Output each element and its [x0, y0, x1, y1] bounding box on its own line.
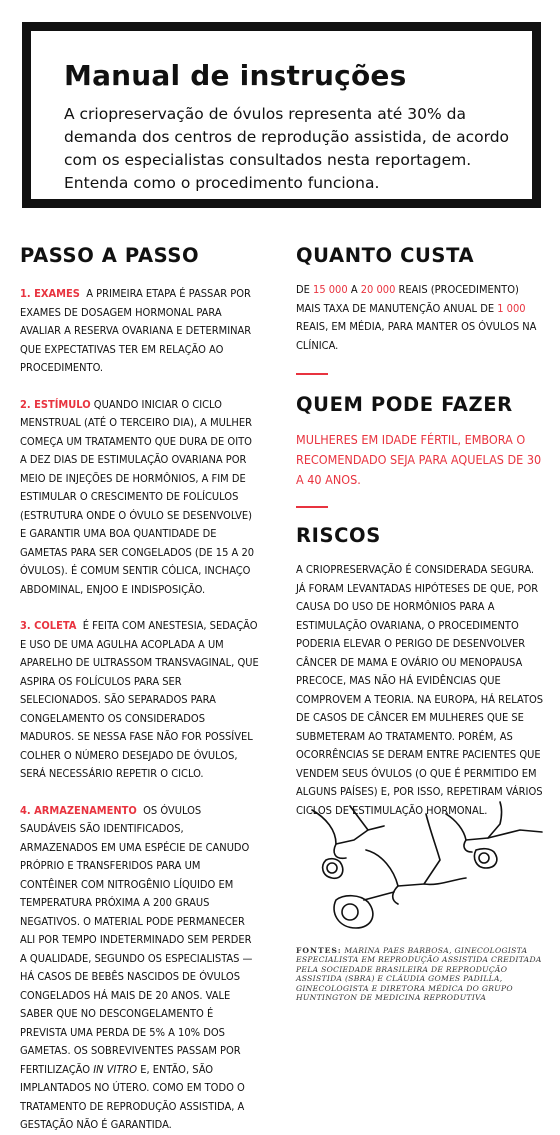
- sources-text: MARINA PAES BARBOSA, GINECOLOGISTA ESPECIALISTA EM REPRODUÇÃO ASSISTIDA CREDITADA PELA SOCIEDADE BRASILEIRA DE REPRODUÇÃO ASSISTIDA (SBRA) E CLÁUDIA GOMES PADILLA, GINECOLOGISTA E DIRETORA MÉDICA DO GRUPO HUNTINGTON DE MEDICINA REPRODUTIVA: [296, 946, 542, 1003]
- intro-box: [22, 22, 541, 208]
- custo-annual: 1 000: [497, 301, 526, 315]
- step-text: QUANDO INICIAR O CICLO MENSTRUAL (ATÉ O TERCEIRO DIA), A MULHER COMEÇA UM TRATAMENTO QUE DURA DE OITO A DEZ DIAS DE ESTIMULAÇÃO OVARIANA POR MEIO DE INJEÇÕES DE HORMÔNIOS, A FIM DE ESTIMULAR O CRESCIMENTO DE FOLÍCULOS (ESTRUTURA ONDE O ÓVULO SE DESENVOLVE) E GARANTIR UMA BOA QUANTIDADE DE GAMETAS PARA SER CONGELADOS (DE 15 A 20 ÓVULOS). É COMUM SENTIR CÓLICA, INCHAÇO ABDOMINAL, ENJOO E INDISPOSIÇÃO.: [20, 397, 255, 596]
- custo-de: DE: [296, 283, 310, 296]
- custo-max: 20 000: [360, 283, 396, 296]
- custo-heading: QUANTO CUSTA: [296, 244, 475, 267]
- step-coleta: [20, 617, 260, 784]
- info-column: [296, 244, 544, 820]
- passo-heading: PASSO A PASSO: [20, 244, 200, 267]
- step-exames: [20, 285, 260, 378]
- custo-rest1: REAIS (PROCEDIMENTO) MAIS TAXA DE MANUTENÇÃO ANUAL DE: [296, 283, 519, 315]
- step-label: 1. EXAMES: [20, 287, 80, 300]
- intro-text: A criopreservação de óvulos representa até 30% da demanda dos centros de reprodução assistida, de acordo com os especialistas consultados nesta reportagem. Entenda como o procedimento funciona.: [64, 105, 510, 192]
- riscos-heading: RISCOS: [296, 524, 381, 547]
- step-label: 2. ESTÍMULO: [20, 397, 91, 411]
- passo-a-passo-column: [20, 244, 260, 1135]
- step-text-italic: IN VITRO: [93, 1062, 138, 1076]
- step-label: 4. ARMAZENAMENTO: [20, 803, 137, 817]
- step-text: A PRIMEIRA ETAPA É PASSAR POR EXAMES DE DOSAGEM HORMONAL PARA AVALIAR A RESERVA OVARIANA E DETERMINAR QUE EXPECTATIVAS TER EM RELAÇÃO AO PROCEDIMENTO.: [20, 287, 252, 374]
- sources-label: FONTES:: [296, 946, 342, 955]
- quem-text: MULHERES EM IDADE FÉRTIL, EMBORA O RECOMENDADO SEJA PARA AQUELAS DE 30 A 40 ANOS.: [296, 432, 542, 487]
- quem-heading: QUEM PODE FAZER: [296, 393, 513, 416]
- custo-text: [296, 281, 544, 355]
- step-text: E, ENTÃO, SÃO IMPLANTADOS NO ÚTERO. COMO EM TODO O TRATAMENTO DE REPRODUÇÃO ASSISTIDA, A GESTAÇÃO NÃO É GARANTIDA.: [20, 1062, 245, 1131]
- step-armazenamento: [20, 802, 260, 1135]
- riscos-text: A CRIOPRESERVAÇÃO É CONSIDERADA SEGURA. JÁ FORAM LEVANTADAS HIPÓTESES DE QUE, POR CAUSA DO USO DE HORMÔNIOS PARA A ESTIMULAÇÃO OVARIANA, O PROCEDIMENTO PODERIA ELEVAR O PERIGO DE DESENVOLVER CÂNCER DE MAMA E OVÁRIO OU MENOPAUSA PRECOCE, MAS NÃO HÁ EVIDÊNCIAS QUE COMPROVEM A TEORIA. NA EUROPA, HÁ RELATOS DE CASOS DE CÂNCER EM MULHERES QUE SE SUBMETERAM AO TRATAMENTO. PORÉM, AS OCORRÊNCIAS SE DERAM ENTRE PACIENTES QUE VENDEM SEUS ÓVULOS (O QUE É PERMITIDO EM ALGUNS PAÍSES) E, POR ISSO, REPETIRAM VÁRIOS CICLOS DE ESTIMULAÇÃO HORMONAL.: [296, 563, 544, 817]
- step-text: OS ÓVULOS SAUDÁVEIS SÃO IDENTIFICADOS, ARMAZENADOS EM UMA ESPÉCIE DE CANUDO PRÓPRIO E TRANSFERIDOS PARA UM CONTÊINER COM NITROGÊNIO LÍQUIDO EM TEMPERATURA PRÓXIMA A 200 GRAUS NEGATIVOS. O MATERIAL PODE PERMANECER ALI POR TEMPO INDETERMINADO SEM PERDER A QUALIDADE, SEGUNDO OS ESPECIALISTAS — HÁ CASOS DE BEBÊS NASCIDOS DE ÓVULOS CONGELADOS HÁ MAIS DE 20 ANOS. VALE SABER QUE NO DESCONGELAMENTO É PREVISTA UMA PERDA DE 5% A 10% DOS GAMETAS. OS SOBREVIVENTES PASSAM POR FERTILIZAÇÃO: [20, 803, 253, 1076]
- step-estimulo: [20, 396, 260, 600]
- page-title: Manual de instruções: [64, 59, 407, 92]
- storks-carrying-babies-icon: [306, 800, 544, 940]
- custo-a: A: [350, 283, 358, 296]
- sources-credits: [296, 946, 544, 1002]
- step-label: 3. COLETA: [20, 619, 77, 632]
- custo-rest2: REAIS, EM MÉDIA, PARA MANTER OS ÓVULOS NA CLÍNICA.: [296, 320, 537, 352]
- custo-min: 15 000: [313, 283, 348, 296]
- step-text: É FEITA COM ANESTESIA, SEDAÇÃO E USO DE UMA AGULHA ACOPLADA A UM APARELHO DE ULTRASSOM TRANSVAGINAL, QUE ASPIRA OS FOLÍCULOS PARA SER SELECIONADOS. SÃO SEPARADOS PARA CONGELAMENTO OS CONSIDERADOS MADUROS. SE NESSA FASE NÃO FOR POSSÍVEL COLHER O NÚMERO DESEJADO DE ÓVULOS, SERÁ NECESSÁRIO REPETIR O CICLO.: [20, 619, 259, 780]
